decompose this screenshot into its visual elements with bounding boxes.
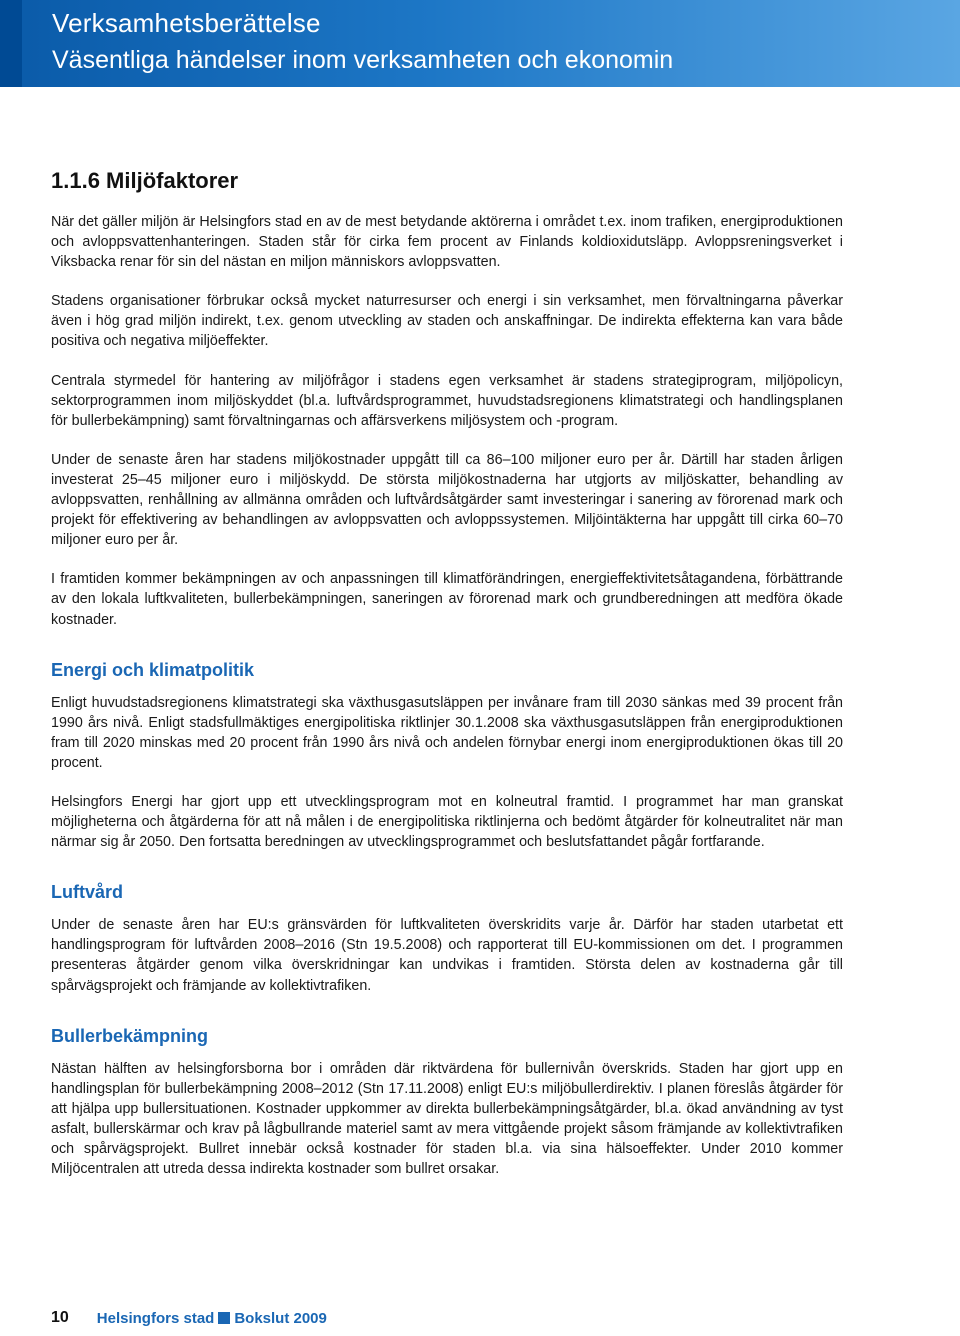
header-title: Verksamhetsberättelse <box>52 8 321 38</box>
square-separator-icon <box>218 1312 230 1324</box>
paragraph: När det gäller miljön är Helsingfors stad en av de mest betydande aktörerna i området t.ex. inom trafiken, energiproduktionen och avloppsvattenhanteringen. Staden står för cirka fem procent av Finlands koldioxidutsläpp. Avloppsreningsverket i Viksbacka renar för sin del nästan en miljon människors avloppsvatten. <box>51 214 843 271</box>
header-subtitle: Väsentliga händelser inom verksamheten och ekonomin <box>52 46 674 74</box>
paragraph: Under de senaste åren har stadens miljökostnader uppgått till ca 86–100 miljoner euro per år. Därtill har staden årligen investerat 25–45 miljoner euro i miljöskydd. De största miljökostnaderna har utgjorts av miljöskatter, behandling av avloppsvatten, renhållning av allmänna områden och luftvårdsåtgärder samt investeringar i sanering av förorenad mark och projekt för effektivering av behandlingen av avloppsvatten och avloppssystemen. Miljöintäkterna har uppgått till cirka 60–70 miljoner euro per år. <box>51 451 843 549</box>
section-title: 1.1.6 Miljöfaktorer <box>51 168 239 193</box>
paragraph: Helsingfors Energi har gjort upp ett utvecklingsprogram mot en kolneutral framtid. I programmet har man granskat möjligheterna och åtgärderna för att nå målen i de energipolitiska riktlinjerna och bedömt åtgärder för kolneutralitet när man närmar sig år 2050. Den fortsatta beredningen av utvecklingsprogrammet och beslutsfattandet pågår fortfarande. <box>51 793 843 851</box>
paragraph: Enligt huvudstadsregionens klimatstrategi ska växthusgasutsläppen per invånare fram till 2030 sänkas med 39 procent från 1990 års nivå. Enligt stadsfullmäktiges energipolitiska riktlinjer 30.1.2008 ska växthusgasutsläppen från energiproduktionen fram till 2020 minskas med 20 procent från 1990 års nivå och andelen förnybar energi inom energiproduktionen ökas till 20 procent. <box>51 694 843 771</box>
subheading-noise: Bullerbekämpning <box>51 1025 209 1046</box>
paragraph: I framtiden kommer bekämpningen av och anpassningen till klimatförändringen, energieffektivitetsåtagandena, förbättrande av den lokala luftkvaliteten, bullerbekämpningen, saneringen av förorenad mark och grundberedningen att medföra ökade kostnader. <box>51 571 843 628</box>
page-content <box>51 168 843 1198</box>
paragraph: Under de senaste åren har EU:s gränsvärden för luftkvaliteten överskridits varje år. Därför har staden utarbetat ett handlingsprogram för luftvården 2008–2016 (Stn 19.5.2008) och rapporterat till EU-kommissionen om det. I programmen presenteras åtgärder genom vilka överskridningar kan undvikas i framtiden. Största delen av kostnaderna går till spårvägsprojekt och främjande av kollektivtrafiken. <box>51 917 843 994</box>
subheading-energy: Energi och klimatpolitik <box>51 659 255 680</box>
paragraph: Nästan hälften av helsingforsborna bor i områden där riktvärdena för bullernivån överskrids. Staden har gjort upp en handlingsplan för bullerbekämpning 2008–2012 (Stn 17.11.2008) enligt EU:s miljöbullerdirektiv. I planen föreslås åtgärder för att hjälpa upp bullersituationen. Kostnader uppkommer av direkta bullerbekämpningsåtgärder, bl.a. ökad användning av tyst asfalt, bullerskärmar och krav på lågbullrande materiel samt av mera vittgående projekt såsom främjande av kollektivtrafiken och spårvägsprojekt. Bullret innebär också kostnader för staden bl.a. via sina hälsoeffekter. Under 2010 kommer Miljöcentralen att utreda dessa indirekta kostnader som bullret orsakar. <box>51 1060 843 1178</box>
paragraph: Stadens organisationer förbrukar också mycket naturresurser och energi i sin verksamhet, men förvaltningarna påverkar även i hög grad miljön indirekt, t.ex. genom utveckling av staden och anskaffningar. De indirekta effekterna kan vara både positiva och negativa miljöeffekter. <box>51 293 843 350</box>
footer-publisher: Helsingfors stad <box>96 1309 215 1327</box>
page-footer <box>51 1309 327 1327</box>
header-accent-bar <box>0 0 22 87</box>
page-number: 10 <box>51 1309 69 1326</box>
subheading-air: Luftvård <box>51 882 123 903</box>
paragraph: Centrala styrmedel för hantering av miljöfrågor i stadens egen verksamhet är stadens strategiprogram, miljöpolicyn, sektorprogrammen inom miljöskyddet (bl.a. luftvårdsprogrammet, huvudstadsregionens klimatstrategi och handlingsplanen för bullerbekämpning) samt förvaltningarnas och affärsverkens miljösystem och -program. <box>51 372 843 429</box>
footer-publication: Bokslut 2009 <box>234 1309 327 1327</box>
